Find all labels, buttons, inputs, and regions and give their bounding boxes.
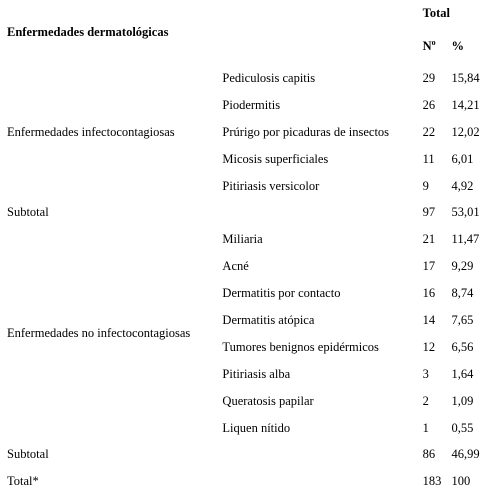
header-n: $N^o$ [422,37,436,53]
header-empty [220,0,420,65]
count-cell: 22 [422,124,436,139]
percent-cell: 9,29 [451,259,474,274]
total-percent: 100 [451,474,471,489]
subtotal-label: Subtotal [7,447,49,462]
disease-name: Prúrigo por picaduras de insectos [222,124,390,139]
subtotal-count: 97 [422,205,436,220]
subtotal-row [0,199,490,226]
percent-cell: 0,55 [451,420,474,435]
total-row [0,468,490,495]
count-cell: 2 [422,393,429,408]
subtotal-label: Subtotal [7,205,49,220]
subtotal-empty [220,441,420,468]
count-cell: 1 [422,420,429,435]
percent-cell: 4,92 [451,178,474,193]
percent-cell: 7,65 [451,312,474,327]
percent-cell: 1,09 [451,393,474,408]
header-pct: % [451,38,465,53]
count-cell: 21 [422,232,436,247]
count-cell: 12 [422,339,436,354]
disease-name: Miliaria [222,232,263,247]
disease-name: Piodermitis [222,97,281,112]
subtotal-percent: 46,99 [451,447,480,462]
total-count: 183 [422,474,442,489]
percent-cell: 14,21 [451,97,480,112]
count-cell: 9 [422,178,429,193]
group-label: Enfermedades infectocontagiosas [7,124,175,139]
disease-name: Dermatitis por contacto [222,286,341,301]
count-cell: 14 [422,312,436,327]
disease-name: Queratosis papilar [222,393,314,408]
total-label: Total* [7,474,39,489]
count-cell: 11 [422,151,435,166]
table-row [0,65,490,92]
header-category: Enfermedades dermatológicas [7,25,169,39]
disease-name: Liquen nítido [222,420,291,435]
subtotal-percent: 53,01 [451,205,480,220]
count-cell: 3 [422,366,429,381]
table-row [0,226,490,253]
percent-cell: 1,64 [451,366,474,381]
count-cell: 26 [422,97,436,112]
subtotal-count: 86 [422,447,436,462]
disease-name: Acné [222,259,249,274]
disease-name: Pediculosis capitis [222,70,316,85]
disease-name: Dermatitis atópica [222,312,315,327]
count-cell: 29 [422,70,436,85]
percent-cell: 8,74 [451,286,474,301]
percent-cell: 6,56 [451,339,474,354]
subtotal-row [0,441,490,468]
disease-name: Tumores benignos epidérmicos [222,339,379,354]
percent-cell: 12,02 [451,124,480,139]
disease-name: Pitiriasis versicolor [222,178,320,193]
subtotal-empty [220,199,420,226]
header-total: Total [422,6,450,20]
disease-name: Pitiriasis alba [222,366,291,381]
percent-cell: 15,84 [451,70,480,85]
count-cell: 17 [422,259,436,274]
total-empty [220,468,420,495]
disease-name: Micosis superficiales [222,151,329,166]
percent-cell: 11,47 [451,232,480,247]
percent-cell: 6,01 [451,151,474,166]
header-row-1 [0,0,490,27]
count-cell: 16 [422,286,436,301]
group-label: Enfermedades no infectocontagiosas [7,326,191,341]
